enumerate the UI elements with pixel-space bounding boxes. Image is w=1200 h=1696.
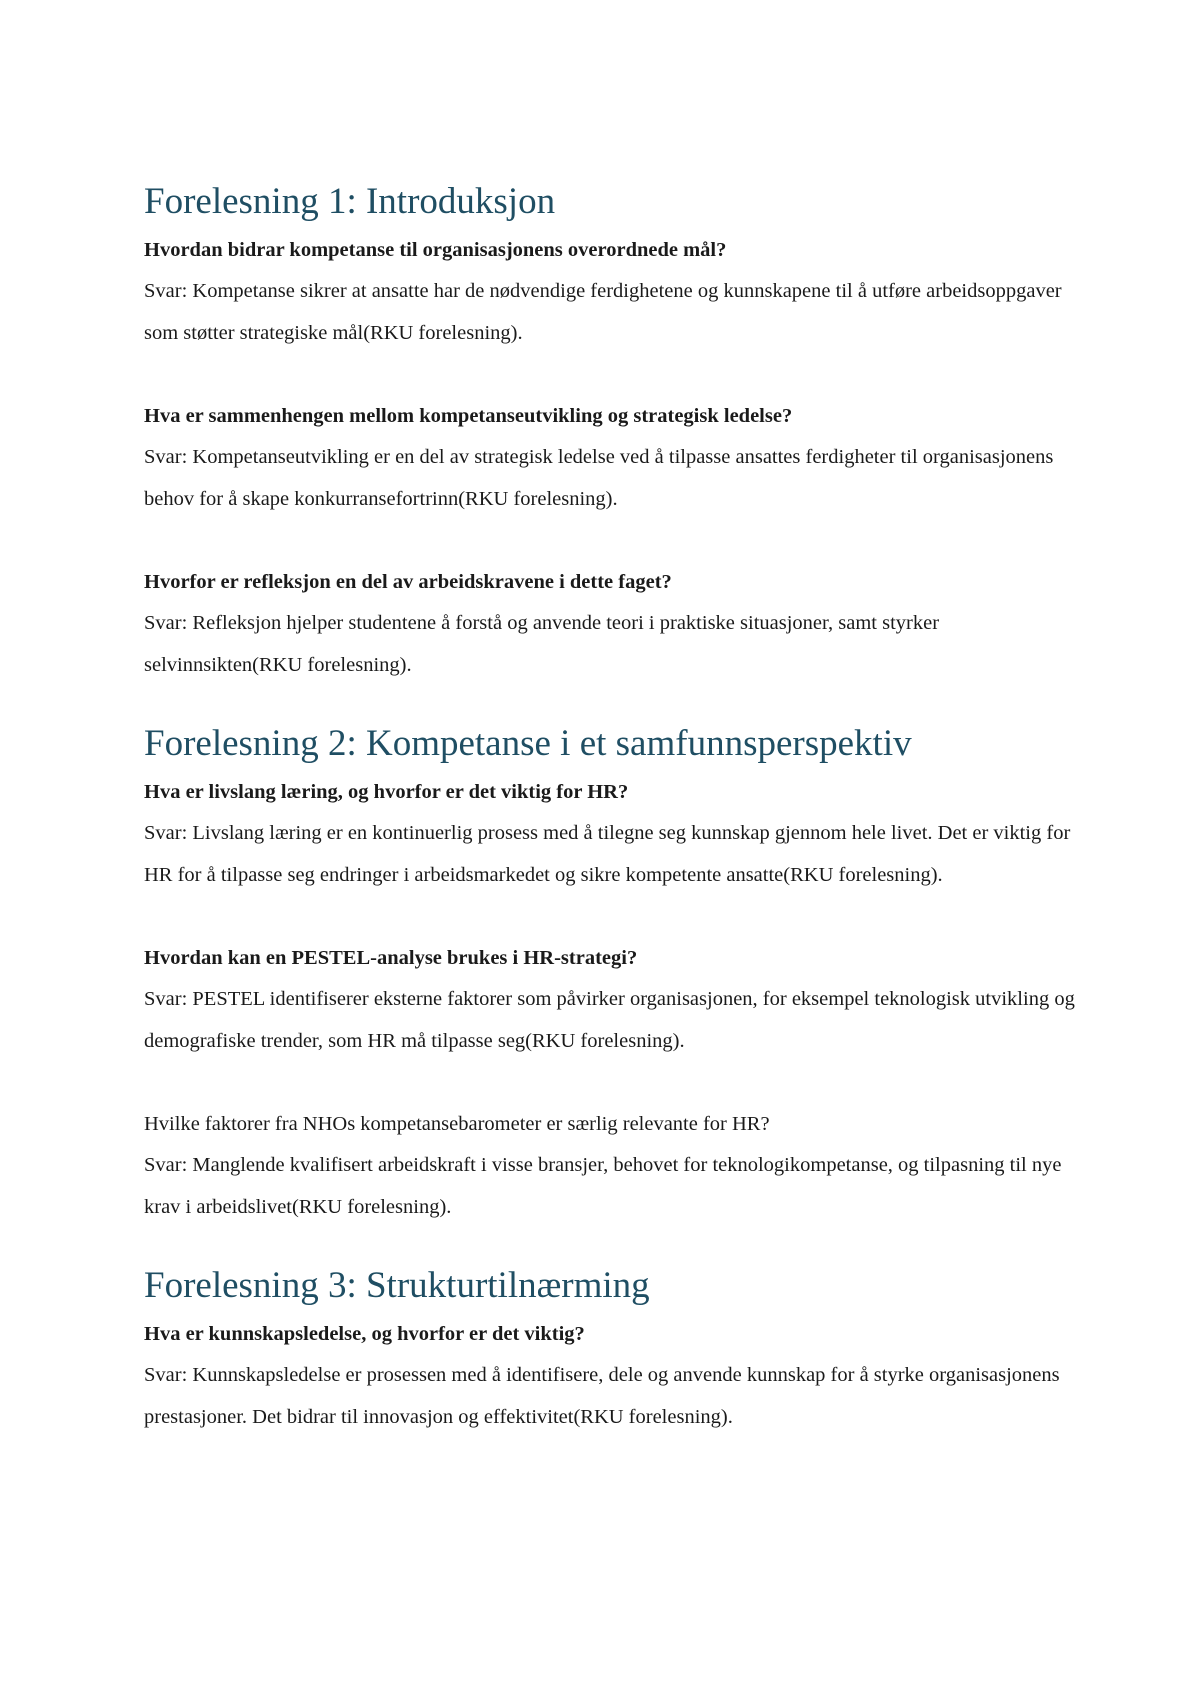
section-forelesning-1 bbox=[144, 178, 1084, 686]
answer: Svar: Refleksjon hjelper studentene å forstå og anvende teori i praktiske situasjoner, samt styrker selvinnsikten(RKU forelesning). bbox=[144, 612, 940, 676]
question: Hvordan bidrar kompetanse til organisasjonens overordnede mål? bbox=[144, 239, 727, 261]
qa-item bbox=[144, 562, 1084, 686]
answer: Svar: Livslang læring er en kontinuerlig prosess med å tilegne seg kunnskap gjennom hele livet. Det er viktig for HR for å tilpasse seg endringer i arbeidsmarkedet og sikre kompetente ansatte(RKU forelesning). bbox=[144, 822, 1071, 886]
qa-item bbox=[144, 396, 1084, 520]
document-content bbox=[144, 178, 1084, 1438]
section-forelesning-2 bbox=[144, 720, 1084, 1228]
section-heading: Forelesning 2: Kompetanse i et samfunnsperspektiv bbox=[144, 723, 912, 764]
qa-item bbox=[144, 938, 1084, 1062]
section-heading: Forelesning 1: Introduksjon bbox=[144, 181, 556, 222]
section-heading: Forelesning 3: Strukturtilnærming bbox=[144, 1265, 650, 1306]
qa-item bbox=[144, 772, 1084, 896]
question: Hva er kunnskapsledelse, og hvorfor er det viktig? bbox=[144, 1323, 585, 1345]
qa-item bbox=[144, 230, 1084, 354]
question: Hvilke faktorer fra NHOs kompetansebarometer er særlig relevante for HR? bbox=[144, 1113, 770, 1135]
answer: Svar: Kompetanse sikrer at ansatte har de nødvendige ferdighetene og kunnskapene til å utføre arbeidsoppgaver som støtter strategiske mål(RKU forelesning). bbox=[144, 280, 1062, 344]
question: Hva er livslang læring, og hvorfor er det viktig for HR? bbox=[144, 781, 629, 803]
question: Hvordan kan en PESTEL-analyse brukes i HR-strategi? bbox=[144, 947, 638, 969]
section-forelesning-3 bbox=[144, 1262, 1084, 1438]
qa-item bbox=[144, 1104, 1084, 1228]
answer: Svar: Kompetanseutvikling er en del av strategisk ledelse ved å tilpasse ansattes ferdigheter til organisasjonens behov for å skape konkurransefortrinn(RKU forelesning). bbox=[144, 446, 1054, 510]
answer: Svar: PESTEL identifiserer eksterne faktorer som påvirker organisasjonen, for eksempel teknologisk utvikling og demografiske trender, som HR må tilpasse seg(RKU forelesning). bbox=[144, 988, 1075, 1052]
answer: Svar: Kunnskapsledelse er prosessen med å identifisere, dele og anvende kunnskap for å styrke organisasjonens prestasjoner. Det bidrar til innovasjon og effektivitet(RKU forelesning). bbox=[144, 1364, 1060, 1428]
answer: Svar: Manglende kvalifisert arbeidskraft i visse bransjer, behovet for teknologikompetanse, og tilpasning til nye krav i arbeidslivet(RKU forelesning). bbox=[144, 1154, 1062, 1218]
question: Hvorfor er refleksjon en del av arbeidskravene i dette faget? bbox=[144, 571, 672, 593]
question: Hva er sammenhengen mellom kompetanseutvikling og strategisk ledelse? bbox=[144, 405, 793, 427]
qa-item bbox=[144, 1314, 1084, 1438]
